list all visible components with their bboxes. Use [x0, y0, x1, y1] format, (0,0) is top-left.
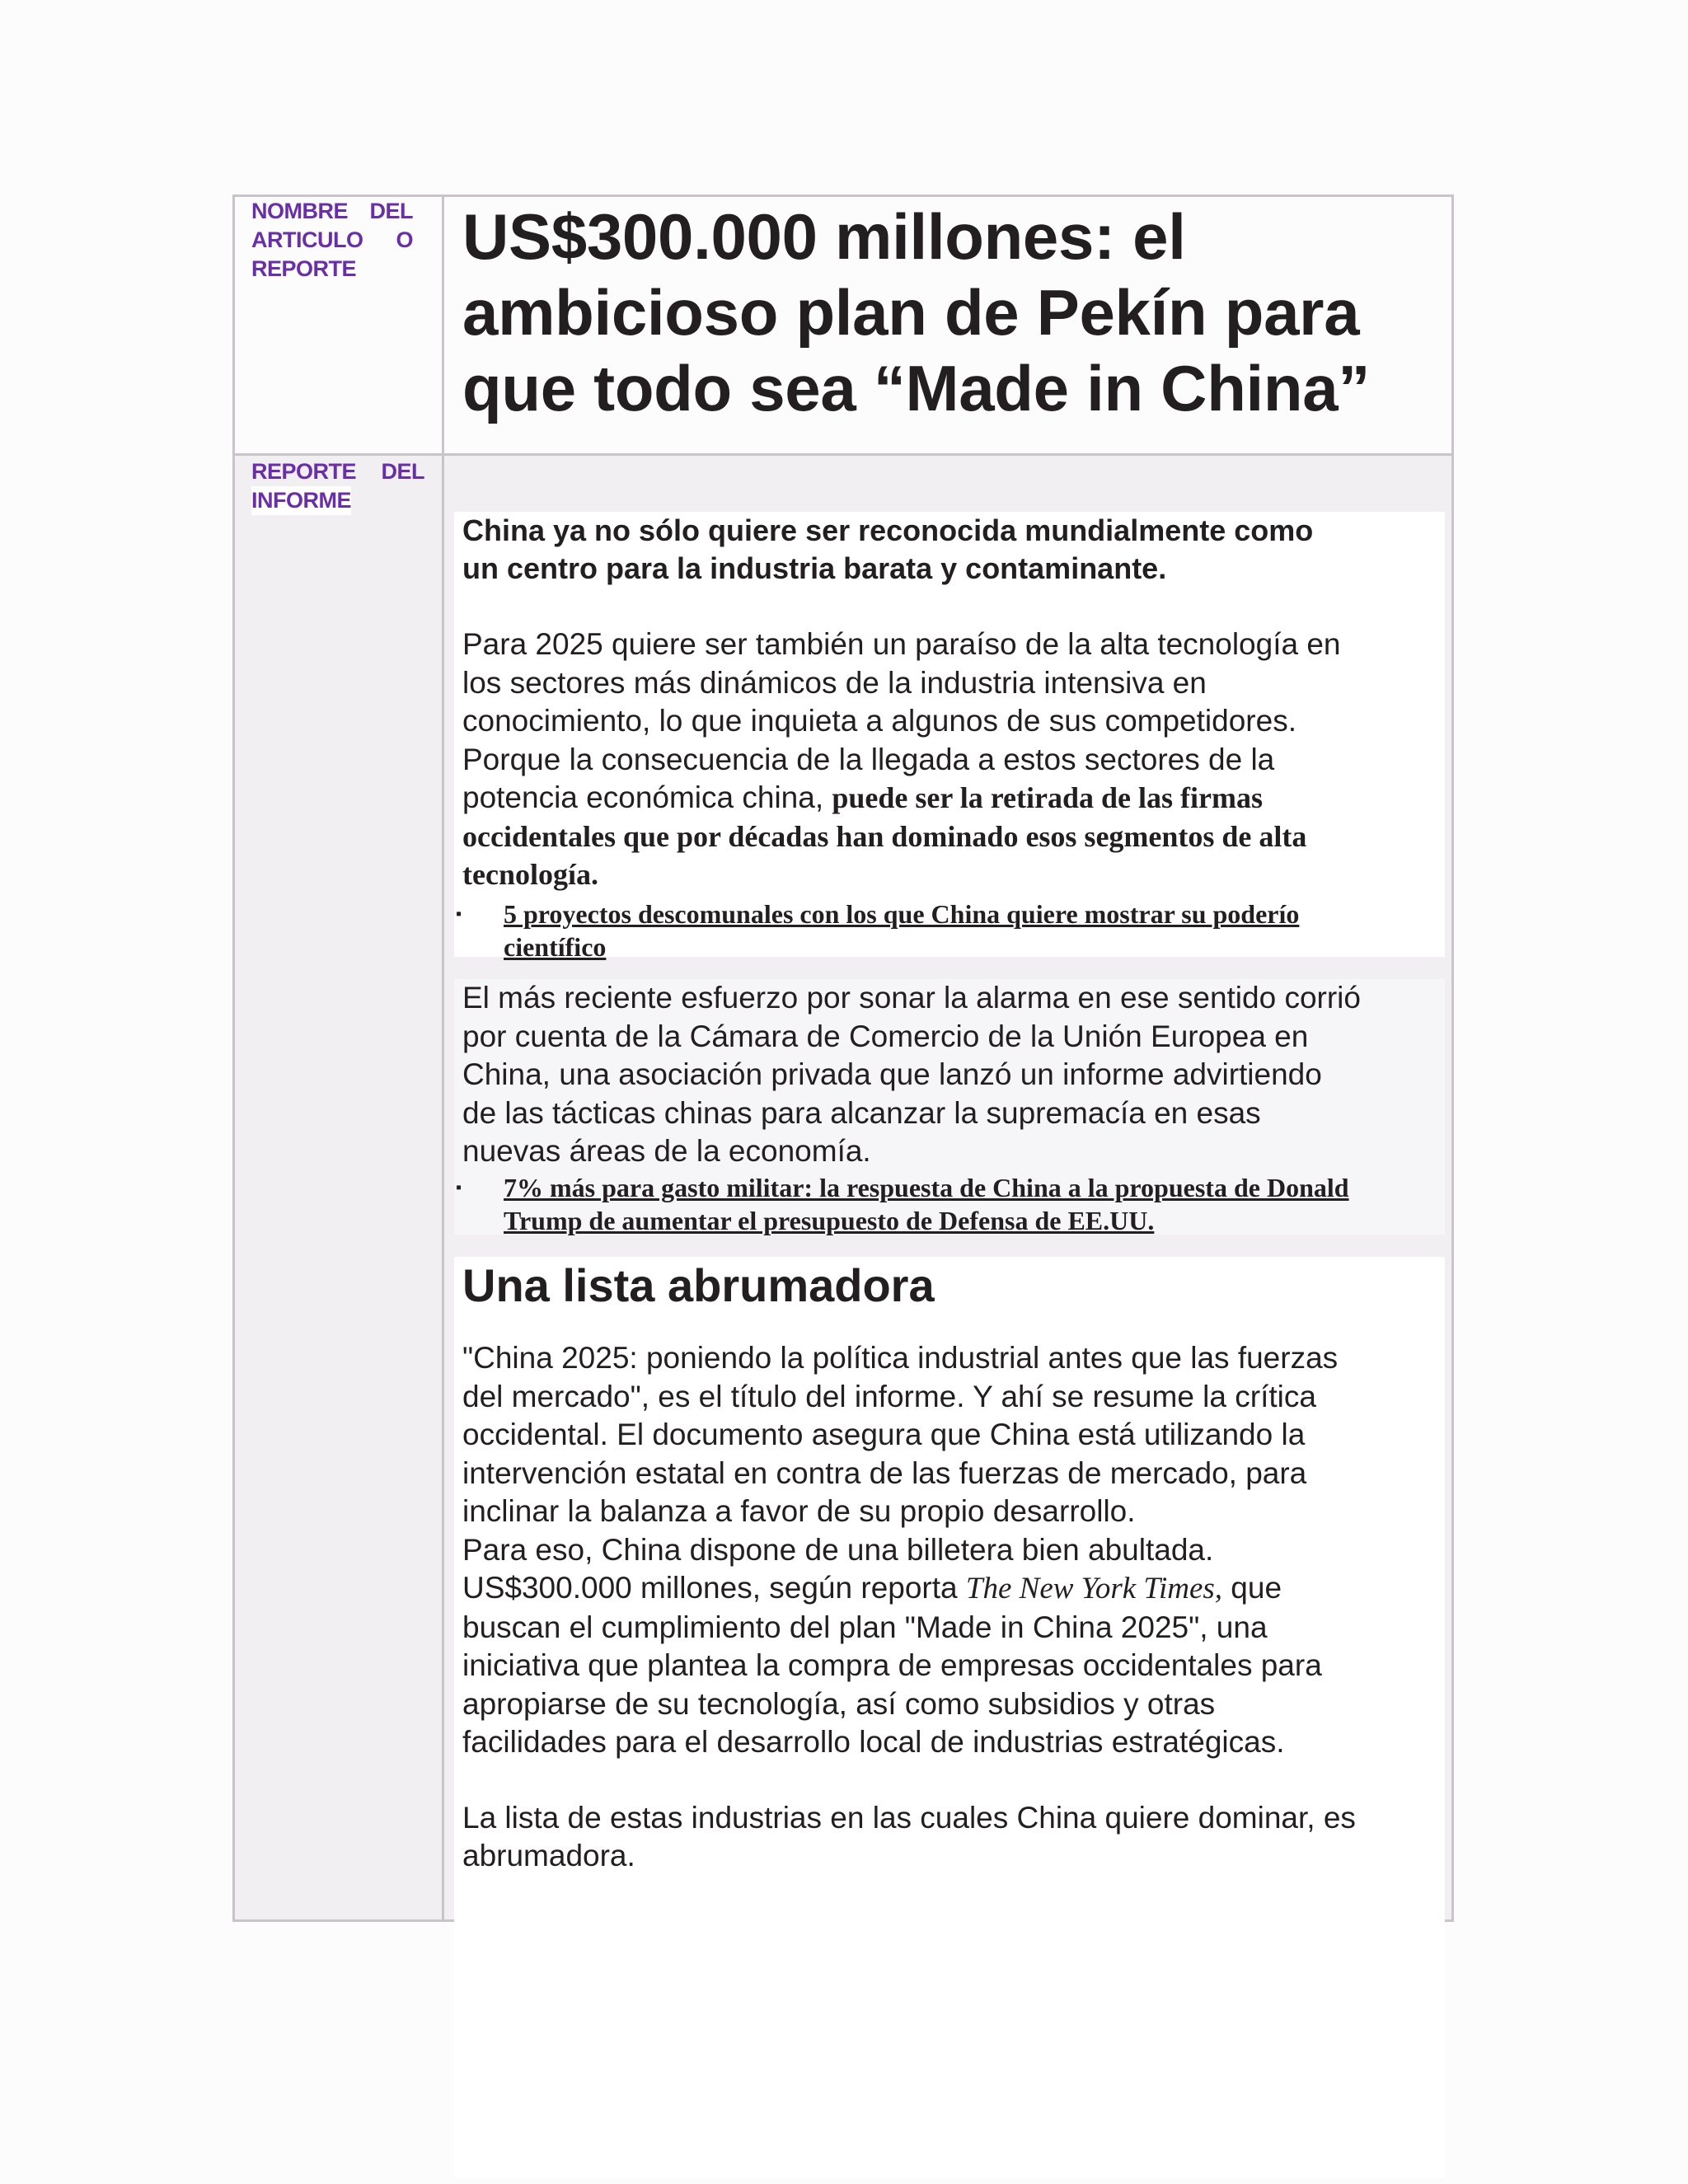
section-heading: Una lista abrumadora	[462, 1259, 935, 1311]
related-link-1[interactable]	[504, 898, 1299, 963]
paragraph-text: potencia económica china,	[462, 780, 832, 814]
intro-line: China ya no sólo quiere ser reconocida mundialmente como	[462, 513, 1314, 547]
paragraph-line: China, una asociación privada que lanzó un informe advirtiendo	[462, 1057, 1322, 1091]
paragraph-line: por cuenta de la Cámara de Comercio de la Unión Europea en	[462, 1019, 1309, 1053]
paragraph-line: Para eso, China dispone de una billetera bien abultada.	[462, 1532, 1214, 1567]
paragraph-line: El más reciente esfuerzo por sonar la alarma en ese sentido corrió	[462, 981, 1361, 1015]
paragraph-line: los sectores más dinámicos de la industria intensiva en	[462, 665, 1207, 700]
paragraph-line: occidental. El documento asegura que China está utilizando la	[462, 1418, 1306, 1451]
intro-paragraph	[462, 512, 1445, 588]
label-line: REPORTE DEL	[251, 459, 424, 484]
paragraph-line: conocimiento, lo que inquieta a algunos de sus competidores.	[462, 704, 1296, 738]
paragraph-line: intervención estatal en contra de las fuerzas de mercado, para	[462, 1455, 1307, 1490]
paragraph-line: del mercado", es el título del informe. Y ahí se resume la crítica	[462, 1379, 1316, 1413]
bold-serif-text: puede ser la retirada de las firmas	[832, 781, 1264, 814]
label-cell-report	[235, 456, 444, 1919]
paragraph-line-source	[462, 1569, 1445, 1609]
bold-serif-line: occidentales que por décadas han dominado esos segmentos de alta	[462, 819, 1307, 853]
paragraph-line: Para 2025 quiere ser también un paraíso de la alta tecnología en	[462, 627, 1341, 661]
label-line: REPORTE	[251, 256, 357, 281]
article-title	[462, 199, 1451, 426]
paragraph-line: inclinar la balanza a favor de su propio desarrollo.	[462, 1494, 1136, 1528]
article-name-label	[251, 197, 413, 284]
related-link-item-1	[454, 898, 1445, 963]
paragraph-line: abrumadora.	[462, 1839, 635, 1872]
paragraph-line: nuevas áreas de la economía.	[462, 1134, 871, 1168]
block-text	[454, 979, 1445, 1171]
related-link-item-2	[454, 1171, 1445, 1237]
label-highlight: INFORME	[251, 486, 351, 515]
content-block-intro	[454, 512, 1445, 962]
report-body-cell	[444, 456, 1451, 1919]
title-cell	[444, 197, 1451, 456]
paragraph-text: que	[1222, 1571, 1282, 1605]
paragraph-text: US$300.000 millones, según reporta	[462, 1571, 966, 1605]
block-text	[454, 512, 1445, 894]
link-line[interactable]: 7% más para gasto militar: la respuesta de China a la propuesta de Donald	[504, 1172, 1349, 1202]
block-text	[454, 1257, 1445, 1876]
paragraph-line: "China 2025: poniendo la política industrial antes que las fuerzas	[462, 1341, 1339, 1375]
content-block-list	[454, 1257, 1445, 2178]
link-line[interactable]: 5 proyectos descomunales con los que China quiere mostrar su poderío	[504, 898, 1300, 929]
paragraph-line-mixed	[462, 779, 1445, 818]
paragraph-1	[462, 626, 1445, 894]
report-table	[232, 194, 1454, 1922]
paragraph-line: iniciativa que plantea la compra de empresas occidentales para	[462, 1648, 1322, 1682]
label-cell-article-name	[235, 197, 444, 456]
title-line: US$300.000 millones: el	[462, 200, 1186, 273]
link-line[interactable]: científico	[504, 931, 607, 962]
link-line[interactable]: Trump de aumentar el presupuesto de Defensa de EE.UU.	[504, 1205, 1155, 1235]
paragraph-line: de las tácticas chinas para alcanzar la supremacía en esas	[462, 1095, 1261, 1130]
bullet-icon: ▪	[456, 904, 462, 923]
title-line: que todo sea “Made in China”	[462, 352, 1371, 424]
paragraph-line: La lista de estas industrias en las cuales China quiere dominar, es	[462, 1800, 1356, 1835]
title-line: ambicioso plan de Pekín para	[462, 276, 1360, 349]
paragraph-line: buscan el cumplimiento del plan "Made in China 2025", una	[462, 1610, 1268, 1644]
paragraph-3	[462, 1339, 1445, 1762]
paragraph-line: facilidades para el desarrollo local de industrias estratégicas.	[462, 1725, 1285, 1759]
paragraph-line: Porque la consecuencia de la llegada a estos sectores de la	[462, 742, 1275, 776]
paragraph-2	[462, 979, 1445, 1171]
label-line: NOMBRE DEL	[251, 199, 413, 223]
bold-serif-line: tecnología.	[462, 858, 598, 891]
report-label	[251, 457, 424, 515]
label-line-wrap	[251, 486, 424, 515]
intro-line: un centro para la industria barata y contaminante.	[462, 551, 1167, 585]
content-block-alarm	[454, 979, 1445, 1235]
source-name: The New York Times,	[965, 1572, 1223, 1605]
bullet-icon: ▪	[456, 1178, 462, 1197]
paragraph-4	[462, 1799, 1445, 1876]
paragraph-line: apropiarse de su tecnología, así como subsidios y otras	[462, 1686, 1216, 1721]
related-link-2[interactable]	[504, 1171, 1349, 1237]
label-line: ARTICULO O	[251, 227, 413, 252]
